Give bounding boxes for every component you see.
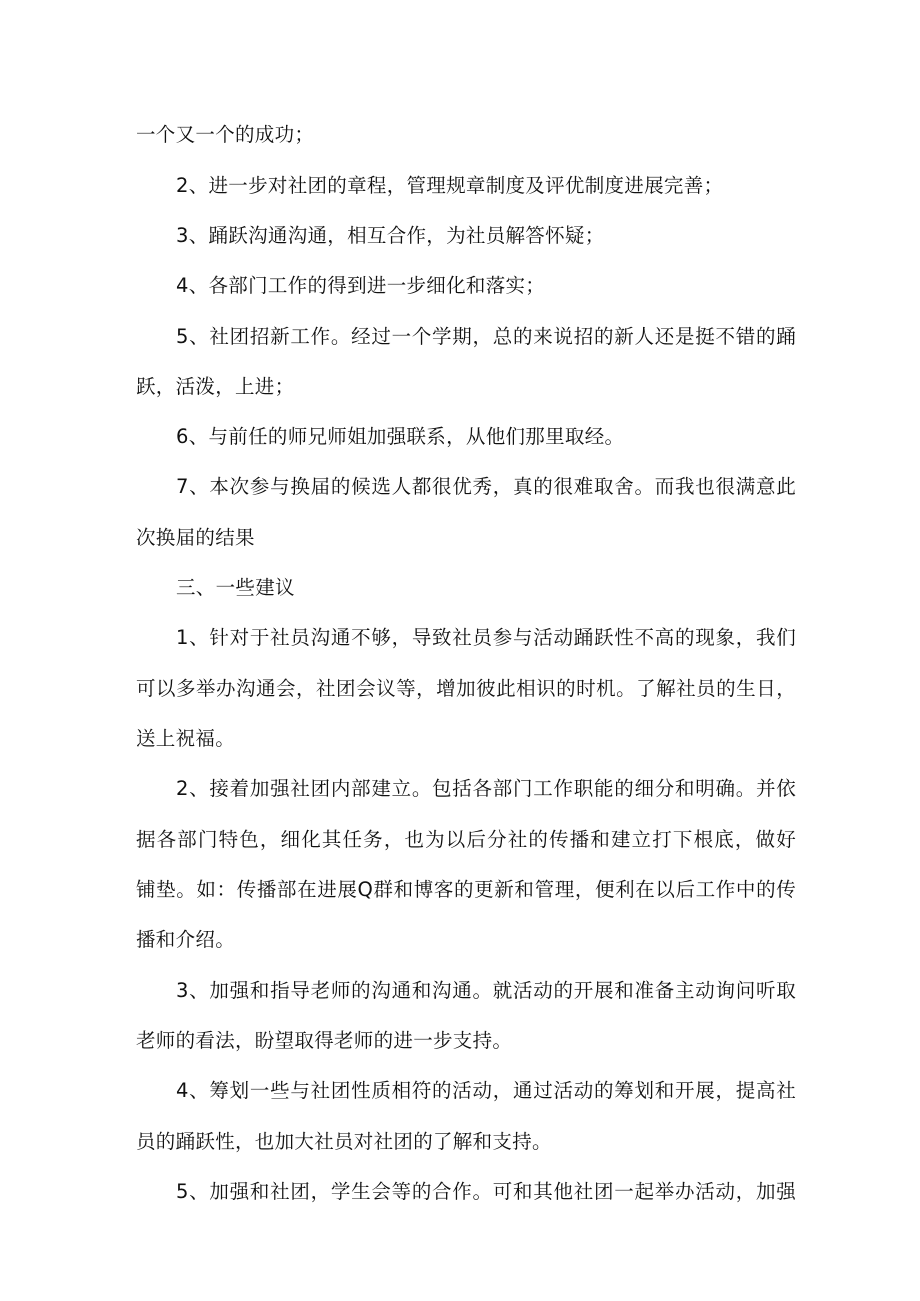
text-line-14: 2、接着加强社团内部建立。包括各部门工作职能的细分和明确。并依 — [176, 777, 796, 800]
text-line-20: 4、筹划一些与社团性质相符的活动，通过活动的筹划和开展，提高社 — [176, 1079, 796, 1102]
text-line-6: 跃，活泼，上进； — [136, 375, 295, 398]
text-line-8: 7、本次参与换届的候选人都很优秀，真的很难取舍。而我也很满意此 — [176, 475, 796, 498]
text-line-3: 3、踊跃沟通沟通，相互合作，为社员解答怀疑； — [176, 224, 605, 247]
text-line-13: 送上祝福。 — [136, 727, 236, 750]
text-line-5: 5、社团招新工作。经过一个学期，总的来说招的新人还是挺不错的踊 — [176, 325, 796, 348]
text-line-17: 播和介绍。 — [136, 928, 236, 951]
text-line-19: 老师的看法，盼望取得老师的进一步支持。 — [136, 1029, 513, 1052]
text-line-15: 据各部门特色，细化其任务，也为以后分社的传播和建立打下根底，做好 — [136, 828, 796, 851]
text-line-1: 一个又一个的成功； — [136, 123, 315, 146]
text-line-18: 3、加强和指导老师的沟通和沟通。就活动的开展和准备主动询问听取 — [176, 979, 796, 1002]
text-line-4: 4、各部门工作的得到进一步细化和落实； — [176, 274, 546, 297]
section-heading: 三、一些建议 — [176, 576, 295, 599]
text-line-9: 次换届的结果 — [136, 526, 255, 549]
text-line-12: 可以多举办沟通会，社团会议等，增加彼此相识的时机。了解社员的生日， — [136, 677, 796, 700]
text-line-22: 5、加强和社团，学生会等的合作。可和其他社团一起举办活动，加强 — [176, 1180, 796, 1203]
text-line-7: 6、与前任的师兄师姐加强联系，从他们那里取经。 — [176, 425, 625, 448]
text-line-21: 员的踊跃性，也加大社员对社团的了解和支持。 — [136, 1130, 552, 1153]
text-line-16: 铺垫。如：传播部在进展Q群和博客的更新和管理，便利在以后工作中的传 — [136, 878, 796, 901]
text-line-2: 2、进一步对社团的章程，管理规章制度及评优制度进展完善； — [176, 174, 724, 197]
text-line-11: 1、针对于社员沟通不够，导致社员参与活动踊跃性不高的现象，我们 — [176, 626, 796, 649]
